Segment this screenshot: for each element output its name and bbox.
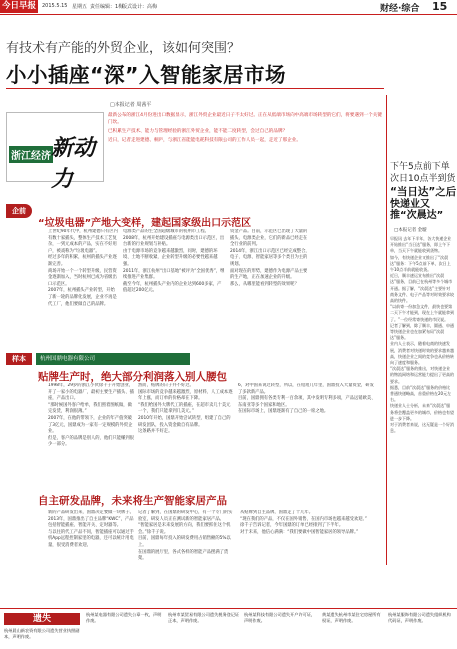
- sidebar-byline: □本报记者 金璇: [394, 228, 427, 233]
- section1-col2: 电源类产品的生全国超级城市的杭州市工程。 2008年，杭州开始建设插座与电源类出口示范区，出台新的行业规划与补贴。 由于电源市场的竞争越来越激烈，同时，建德的环境、土地不断收紧，企业转型升级的必要性越来越强。 2011年，浙江杭州“出口基地”被评为“全国优秀”，继续推进产业集群。 截至今年，杭州插头产业内的企业达到600多家，产值超过200亿元。: [123, 229, 225, 294]
- section2-col3: 6，对中国来说过转型，所以，在短短几年里，国鼎投入大量资金，研发了多款新产品。 目前，国鼎拥有各类专利一百余项，其中发明专利多项，产品远销欧美、东南亚等多个国家和地区。 在国际市场上，国鼎逐渐有了自己的一席之地。: [238, 383, 376, 415]
- page-number: 15: [432, 0, 448, 13]
- sidebar-kicker: 下午5点前下单: [390, 162, 450, 172]
- headline-rule: [6, 88, 384, 89]
- masthead: [0, 0, 457, 15]
- column-brand-right: 新动力: [51, 135, 96, 192]
- sidebar-kicker-2: 次日10点半到货: [390, 174, 456, 184]
- intro-block: [108, 112, 383, 182]
- notice-item: 杭州某科技有限公司遗失开户许可证，声明作废。: [244, 612, 316, 623]
- section3-title: 自主研发品牌，未来将生产智能家居产品: [38, 495, 227, 507]
- section3-col2: 记者了解到，在国鼎的研发中心，有一个专门的实验室，研发人员正在测试新的智能家居产品。 “智能家居是未来发展的方向，我们要抓住这个机会。”徐千子说。 目前，国鼎每年投入的研发费用占销售额的5%以上。 在国鼎的展厅里，各式各样的智能产品摆满了货架。: [138, 510, 233, 562]
- sidebar-title: “当日达”之后: [390, 186, 457, 198]
- section-tag-sample: 样本: [6, 353, 32, 365]
- intro-paragraph: 已积累生产技术、能力与管理经验的浙江外贸企业，能不能二度转型，会过自己的品牌？: [108, 129, 288, 134]
- headline-title: 小小插座“深”入智能家居市场: [6, 63, 286, 87]
- section2-title: 贴牌生产时，绝大部分利润落入别人腰包: [38, 371, 227, 383]
- column-divider: [386, 95, 387, 565]
- section1-title: “垃圾电器”产地大变样，建起国家级出口示范区: [38, 218, 252, 229]
- notice-item: 杭州市某贸易有限公司遗失税务登记证正本，声明作废。: [168, 612, 240, 623]
- notice-item: 杭州晨山新农资有限公司遗失营业执照副本，声明作废。: [4, 628, 80, 639]
- section3-col3: 从贴牌到自主品牌，国鼎走了十几年。 “现在我们的产品，不仅在国外销售，在国内市场也越来越受欢迎。” 徐千子告诉记者，今年国鼎的订单已经排到了下半年。 对于未来，他信心满满：“我们要做中国智能家居的领导品牌。”: [240, 510, 367, 535]
- section-name: 财经·综合: [380, 4, 420, 14]
- layout-designer: 版式设计：高梅: [122, 4, 158, 10]
- responsible-editor: 责任编辑：1梅: [90, 4, 124, 10]
- notice-item: 杭州某服饰有限公司遗失组织机构代码证，声明作废。: [388, 612, 451, 623]
- sidebar-subtitle: 快递业又推“次晨达”: [390, 199, 444, 221]
- notice-item: 黄某遗失杭州市某住宅房屋所有权证，声明作废。: [322, 612, 381, 623]
- headline-byline: □本报记者 周茜平: [110, 102, 152, 108]
- section-tag-qianqian: 企前: [6, 204, 32, 218]
- column-brand-left: 浙江经济: [9, 146, 53, 163]
- sidebar-body: 早报讯 去年下半年，各大快递企业开始推出“当日达”服务，即上午下单，当天下午就能收到货物。 如今，有快递企业又推出了“次晨达”服务：下午5点前下单，次日上午10点半前就能收货。 近日，顺丰速运宣布推出“次晨达”服务，目前已在杭州等多个城市开通。据了解，“次晨达”主要针对商务文件、电子产品等对时效要求较高的快件。 “以前寄一份加急文件，最快也要第二天下午才能到，现在上午就能拿到了。”一位经常寄快递的市民说。 记者了解到，除了顺丰，圆通、申通等快递企业也在加紧布局“次晨达”服务。 业内人士表示，随着电商的快速发展，消费者对快递时效的要求越来越高，快递企业之间的竞争也从价格转向了速度和服务。 “次晨达”服务的推出，对快递企业的物流网络和运营能力提出了更高的要求。 据悉，目前“次晨达”服务的价格比普通快递略高，首重价格在20元左右。 快递业人士分析，未来“次晨达”服务将会覆盖更多的城市，价格也有望进一步下降。 对于消费者来说，这无疑是一个好消息。: [390, 236, 454, 434]
- section2-company: 杭州国鼎电器有限公司: [36, 353, 190, 365]
- notice-item: 杭州某电器有限公司遗失公章一枚，声明作废。: [86, 612, 162, 623]
- headline-kicker: 有技术有产能的外贸企业，该如何突围？: [6, 41, 241, 56]
- intro-paragraph: 最新公布的浙江4月份进出口数据显示，浙江外贸企业最近日子不太好过。正在从低端市场向中高端市场转型的它们，将要遇到一个关键门坎。: [108, 113, 382, 125]
- section1-col1: 上世纪90年代中，杭州建德只有区内有数十家插头，整体生产技术工艺复杂，一到元成本的产品，实在不好用户，被戏称为“垃圾电器”。 经过多年的积累，杭州的插头产业逐渐完善。 商场开始一个一个转型升级，民营资金逐渐加入，当时杭州已成为省级出口示范区。 2007年，杭州插头产业转型，开始了新一轮的品牌化发展，企业不再是代工厂，他们要做自己的品牌。: [48, 229, 118, 307]
- notices-strip: [0, 608, 457, 649]
- section3-col1: 新的产品研发出来，国鼎决定要做一块牌子。 2013年，国鼎推出了自主品牌“KWC”，产品包括智能插座、智能开关、定时器等。 与以往的代工产品不同，智能插座可以通过手机App远程控制家里的电器，还可以统计用电量，很受消费者欢迎。: [48, 510, 134, 548]
- section2-col1: 1998年，29岁的浙江小伙徐千子开始创业，开了一家小的电器厂，最初主要生产插头、插座，产品出口。 “那时候国外客户给单，我们照着图纸做，做完发货，利润很薄。” 2007年，在他的带领下，企业的年产值突破了3亿元，国鼎成为一家有一定规模的外贸企业。 但是，客户的品牌是别人的，他们只能赚到很少一部分。: [48, 383, 134, 448]
- notices-label: 遗失: [4, 613, 80, 625]
- issue-date: 2015.5.15: [42, 3, 68, 9]
- issue-weekday: 星期五: [72, 4, 88, 10]
- section2-col2: 然而，贴牌的日子并不好过。 国际市场的竞争越来越激烈，原材料、人工成本逐年上涨，而订单的价格却在下降。 “我们给国外大牌代工的插座，在超市卖几十美元一个，我们只能拿到几美元。” 2010年开始，国鼎开始尝试转型，组建了自己的研发团队，投入资金做自有品牌。 这条路并不好走。: [138, 383, 233, 435]
- paper-logo: 今日早报: [1, 1, 36, 11]
- section1-col3: 资金产品。目前，示范区已出现了大量的插头、电源类企业，它们的新品已经走在全行业的前列。 2014年，浙江出口示范区已经完成整合，电子、电源、智能家居等多个类目为主的规划。 面对现在的形势，建德作为电源产品主要的生产地，正在加速企业的升级。 那么，从哪里能看到转型的效果呢？: [230, 229, 310, 287]
- intro-paragraph: 近日，记者走进建德、桐庐，与浙江省能能电耗科技有限公司的工作人员一起，走近了那企业。: [108, 138, 301, 143]
- column-brand-box: [6, 112, 104, 192]
